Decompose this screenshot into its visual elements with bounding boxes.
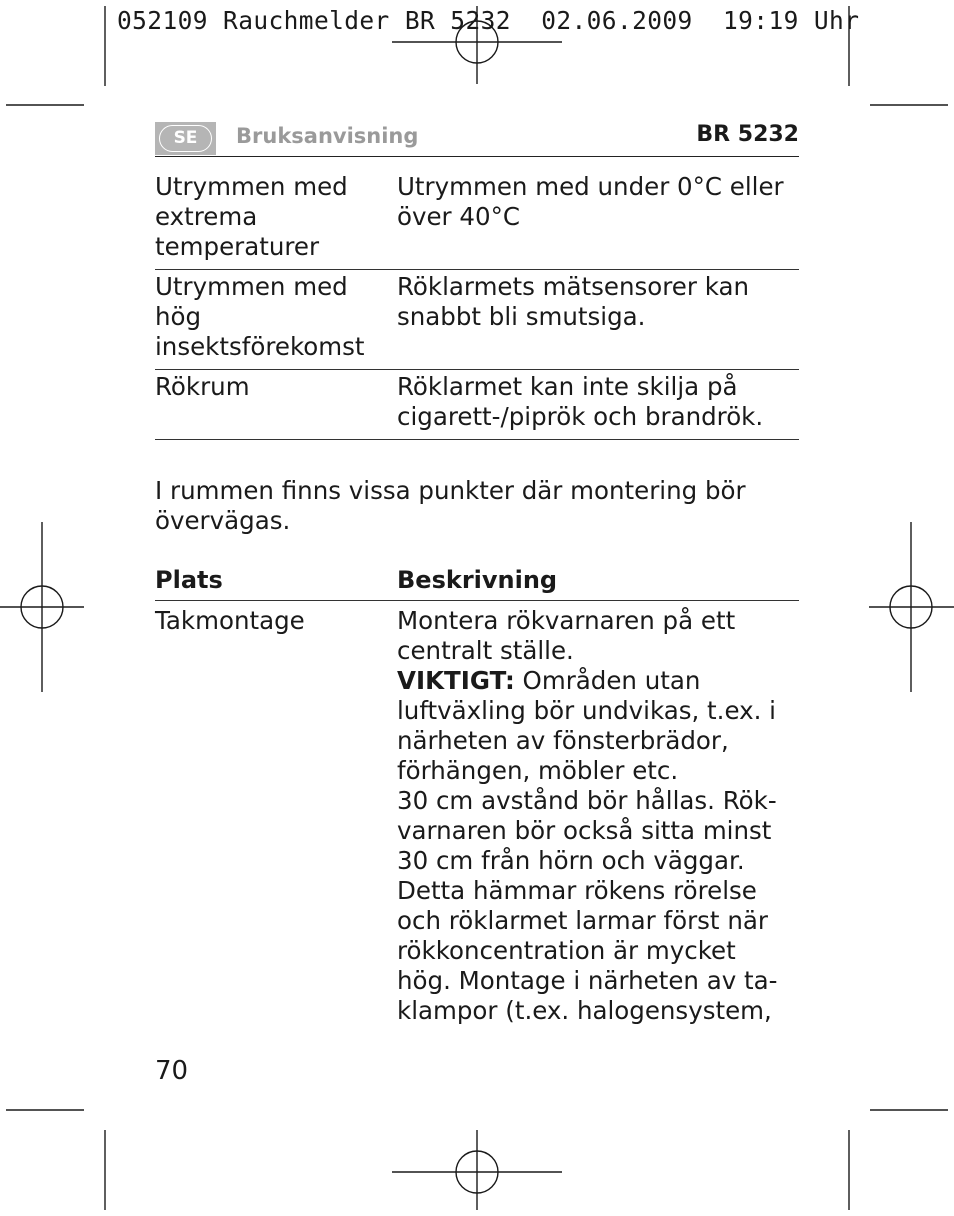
page-number: 70: [155, 1056, 189, 1086]
header-divider: [155, 600, 799, 601]
place-cell: Utrymmen med extrema temperaturer: [155, 172, 348, 261]
table-row: [155, 272, 799, 370]
intro-paragraph: I rummen finns vissa punkter där montering bör övervägas.: [155, 476, 746, 535]
table-row: [155, 372, 799, 440]
place-cell: Utrymmen med hög insektsförekomst: [155, 272, 365, 361]
description-cell: Röklarmets mätsensorer kan snabbt bli smutsiga.: [397, 272, 750, 331]
table-row: [155, 172, 799, 270]
model-number: BR 5232: [696, 122, 799, 147]
important-label: VIKTIGT:: [397, 666, 515, 695]
description-cell: Montera rökvarnaren på ett centralt ställe. VIKTIGT: Områden utan luftväxling bör undvikas, t.ex. i närheten av fönsterbrädor, förhängen, möbler etc. 30 cm avstånd bör hållas. Rök- varnaren bör också sitta minst 30 cm från hörn och väggar. Detta hämmar rökens rörelse och röklarmet larmar först när rökkoncentration är mycket hög. Montage i närheten av ta- klampor (t.ex. halogensystem,: [397, 606, 797, 1026]
column-header-place: Plats: [155, 566, 223, 594]
language-badge-label: SE: [159, 125, 212, 152]
place-cell: Rökrum: [155, 372, 250, 401]
column-header-description: Beskrivning: [397, 566, 558, 594]
description-cell: Röklarmet kan inte skilja på cigarett-/piprök och brandrök.: [397, 372, 764, 431]
description-cell: Utrymmen med under 0°C eller över 40°C: [397, 172, 784, 231]
place-cell: Takmontage: [155, 606, 305, 635]
important-note: VIKTIGT: Områden utan: [397, 666, 701, 695]
language-badge: [155, 122, 216, 155]
page-header: [155, 120, 799, 157]
print-slug: 052109 Rauchmelder BR 5232 02.06.2009 19:19 Uhr: [117, 6, 860, 35]
section-title: Bruksanvisning: [236, 124, 419, 148]
